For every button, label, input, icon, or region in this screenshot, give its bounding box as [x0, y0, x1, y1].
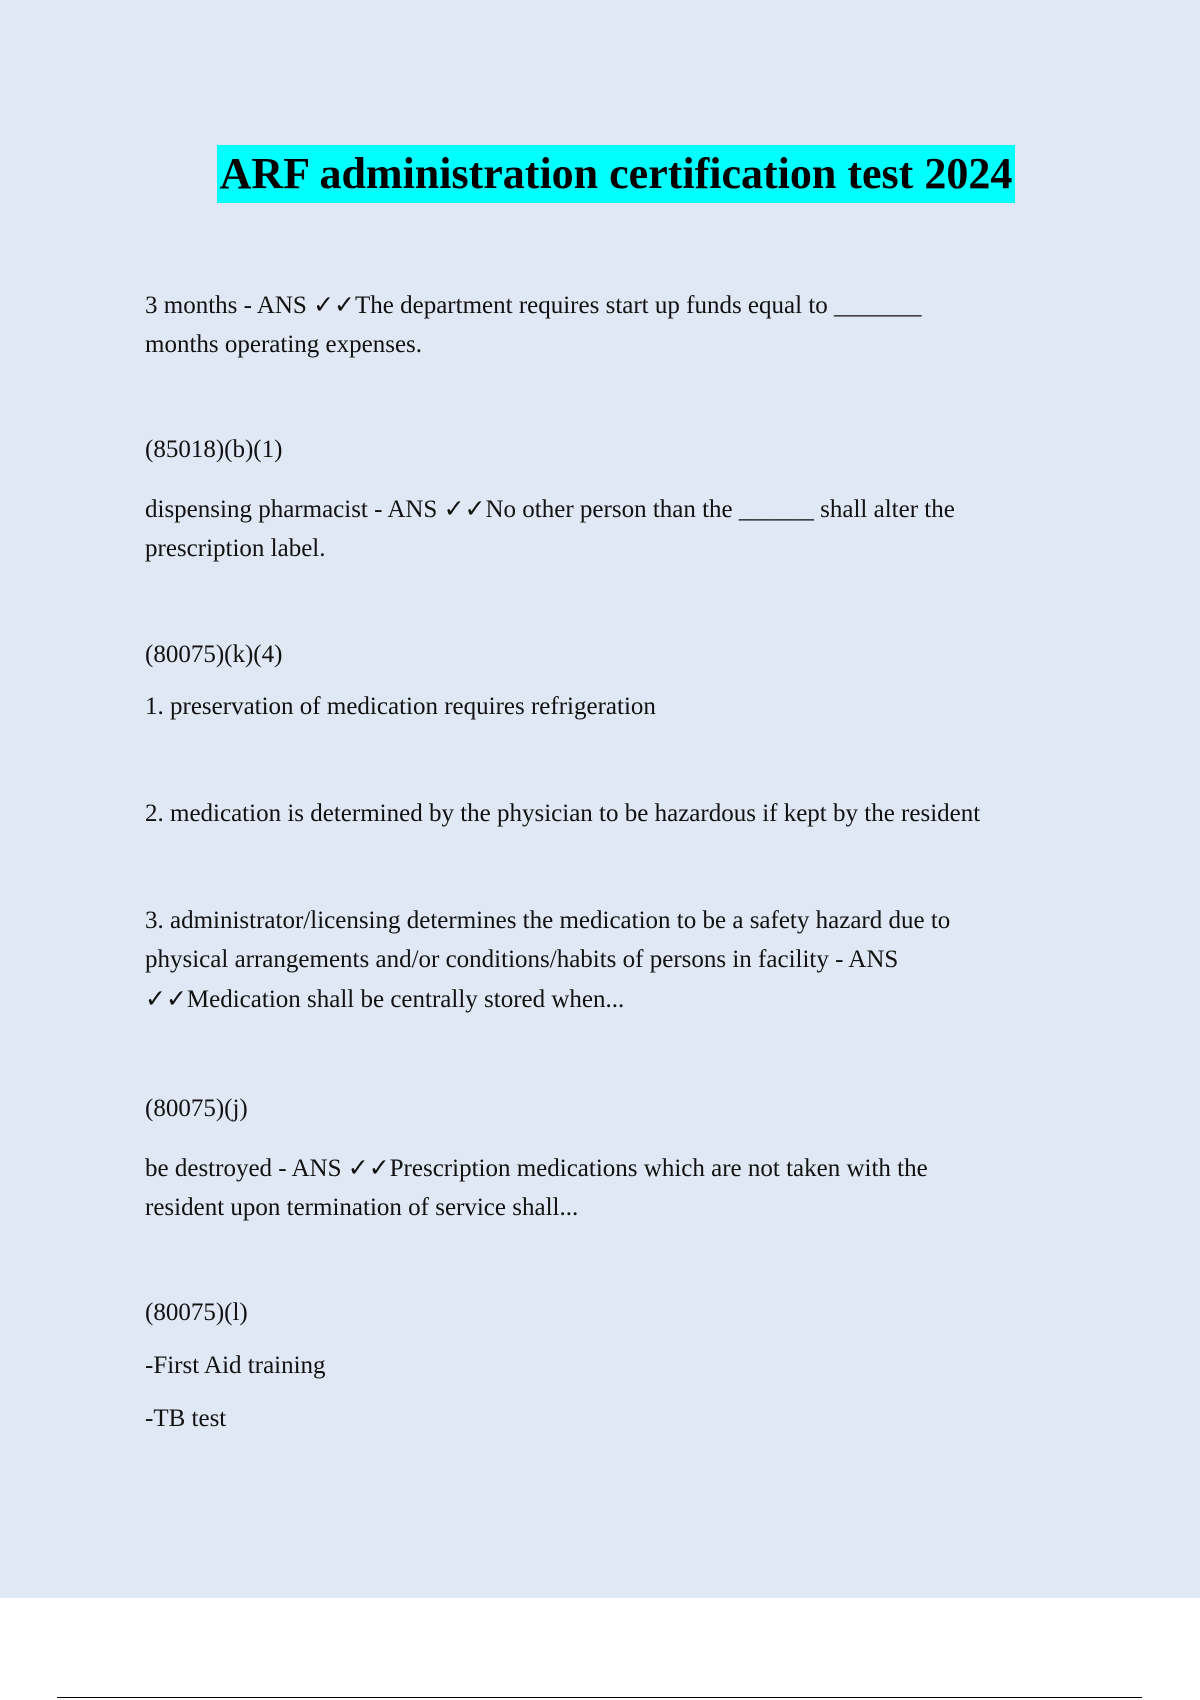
question-text: prescription label.	[145, 535, 326, 562]
title-container	[0, 145, 1200, 203]
question-text: resident upon termination of service shall...	[145, 1194, 579, 1221]
answer-prefix: dispensing pharmacist - ANS	[145, 496, 444, 523]
check-icon: ✓✓	[313, 290, 355, 319]
list-item: 1. preservation of medication requires refrigeration	[145, 693, 656, 720]
list-item: 3. administrator/licensing determines the medication to be a safety hazard due to	[145, 907, 951, 934]
check-icon: ✓✓	[347, 1153, 390, 1182]
question-text: Prescription medications which are not taken with the	[389, 1155, 928, 1182]
question-block-4	[145, 1148, 1095, 1227]
question-block-2	[145, 489, 1095, 568]
list-item: -First Aid training	[145, 1352, 326, 1379]
answer-prefix: be destroyed - ANS	[145, 1155, 348, 1182]
citation: (80075)(k)(4)	[145, 641, 283, 668]
question-text: Medication shall be centrally stored when...	[186, 986, 625, 1013]
question-text: months operating expenses.	[145, 331, 423, 358]
citation: (85018)(b)(1)	[145, 436, 283, 463]
page-title: ARF administration certification test 2024	[217, 145, 1016, 203]
check-icon: ✓✓	[145, 984, 187, 1013]
citation: (80075)(l)	[145, 1299, 248, 1326]
question-block-3	[145, 901, 1095, 1019]
question-text: No other person than the ______ shall alter the	[485, 496, 955, 523]
check-icon: ✓✓	[443, 494, 486, 523]
list-item: physical arrangements and/or conditions/habits of persons in facility - ANS	[145, 946, 899, 973]
footer-divider	[57, 1697, 1142, 1698]
question-block-1	[145, 285, 1095, 364]
answer-prefix: 3 months - ANS	[145, 292, 314, 319]
question-text: The department requires start up funds equal to _______	[355, 292, 922, 319]
citation: (80075)(j)	[145, 1095, 248, 1122]
list-item: 2. medication is determined by the physician to be hazardous if kept by the resident	[145, 800, 981, 827]
list-item: -TB test	[145, 1405, 227, 1432]
